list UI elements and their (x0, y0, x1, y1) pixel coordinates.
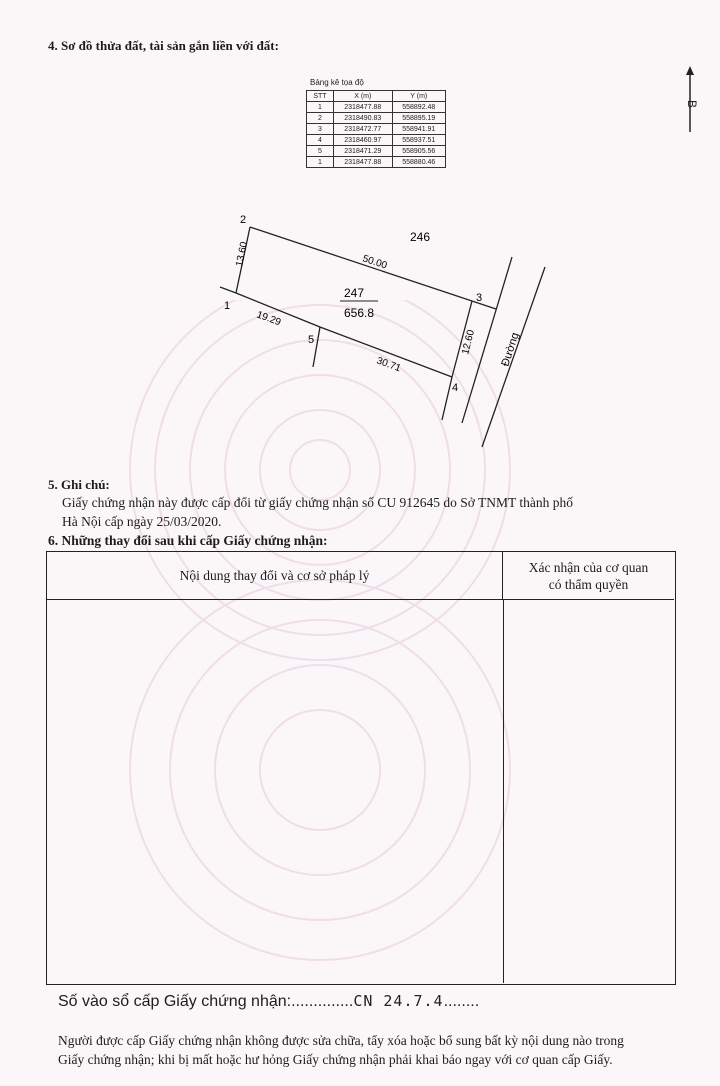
coord-cell: 558937.51 (392, 135, 445, 146)
section-5-title: 5. Ghi chú: (48, 477, 110, 492)
point-label: 2 (240, 214, 247, 226)
note-line: Giấy chứng nhận này được cấp đổi từ giấy chứng nhận số CU 912645 do Sở TNMT thành phố (62, 495, 573, 510)
coord-header-x: X (m) (333, 91, 392, 102)
registration-label: Số vào sổ cấp Giấy chứng nhận: (58, 993, 292, 1010)
edge-length-3-4: 12.60 (460, 328, 477, 356)
note-text (62, 493, 682, 531)
point-label: 1 (224, 300, 231, 312)
coordinate-table (306, 90, 446, 168)
footer-line: Người được cấp Giấy chứng nhận không được sửa chữa, tẩy xóa hoặc bổ sung bất kỳ nội dung nào trong (58, 1033, 624, 1048)
coord-cell: 4 (307, 135, 334, 146)
coord-cell: 558892.48 (392, 102, 445, 113)
authority-header-line: có thẩm quyền (548, 576, 629, 592)
registration-number-line (58, 992, 479, 1011)
neighbor-parcel-number: 246 (410, 230, 431, 244)
footer-line: Giấy chứng nhận; khi bị mất hoặc hư hỏng Giấy chứng nhận phải khai báo ngay với cơ quan cấp Giấy. (58, 1052, 613, 1067)
table-row (307, 157, 446, 168)
coord-cell: 1 (307, 157, 334, 168)
parcel-sketch (200, 205, 560, 455)
coord-cell: 558895.19 (392, 113, 445, 124)
authority-header-line: Xác nhận của cơ quan (528, 559, 649, 575)
registration-dots: ........ (443, 993, 480, 1010)
coordinate-table-caption: Bảng kê tọa độ (310, 78, 364, 87)
table-row (307, 102, 446, 113)
section-6-title: 6. Những thay đổi sau khi cấp Giấy chứng nhận: (48, 533, 328, 548)
coord-cell: 2318460.97 (333, 135, 392, 146)
footer-warning (58, 1031, 698, 1069)
edge-length-5-4: 30.71 (374, 355, 403, 375)
coord-cell: 3 (307, 124, 334, 135)
coord-cell: 2 (307, 113, 334, 124)
point-label: 3 (476, 292, 483, 304)
extension-line (442, 377, 452, 420)
coord-cell: 2318477.88 (333, 157, 392, 168)
coord-cell: 2318472.77 (333, 124, 392, 135)
note-line: Hà Nội cấp ngày 25/03/2020. (62, 514, 222, 529)
changes-header-authority (503, 552, 674, 600)
coord-cell: 5 (307, 146, 334, 157)
table-row (307, 113, 446, 124)
coord-header-stt: STT (307, 91, 334, 102)
point-label: 5 (308, 334, 315, 346)
north-arrow-label: B (685, 100, 699, 109)
changes-table (46, 551, 676, 985)
edge-length-1-2: 13.60 (234, 240, 251, 268)
section-4-title: 4. Sơ đồ thửa đất, tài sản gắn liền với đất: (48, 38, 279, 53)
coord-cell: 558880.46 (392, 157, 445, 168)
edge-length-1-5: 19.29 (254, 309, 283, 329)
coord-cell: 1 (307, 102, 334, 113)
extension-line (313, 327, 320, 367)
coord-header-y: Y (m) (392, 91, 445, 102)
north-arrow-icon (682, 66, 702, 136)
edge-length-2-3: 50.00 (361, 253, 389, 272)
column-divider (503, 600, 504, 983)
parcel-number: 247 (344, 286, 365, 300)
changes-header-content: Nội dung thay đổi và cơ sở pháp lý (47, 552, 503, 600)
table-row (307, 124, 446, 135)
coord-cell: 558941.91 (392, 124, 445, 135)
coord-cell: 558905.56 (392, 146, 445, 157)
road-label: Đường (499, 331, 522, 368)
registration-number: CN 24.7.4 (353, 992, 444, 1010)
registration-dots: .............. (291, 993, 354, 1010)
extension-line (220, 287, 236, 293)
table-row (307, 146, 446, 157)
coord-cell: 2318490.83 (333, 113, 392, 124)
point-label: 4 (452, 382, 459, 394)
coord-cell: 2318471.29 (333, 146, 392, 157)
table-row (307, 135, 446, 146)
parcel-area: 656.8 (344, 306, 375, 320)
coord-cell: 2318477.88 (333, 102, 392, 113)
